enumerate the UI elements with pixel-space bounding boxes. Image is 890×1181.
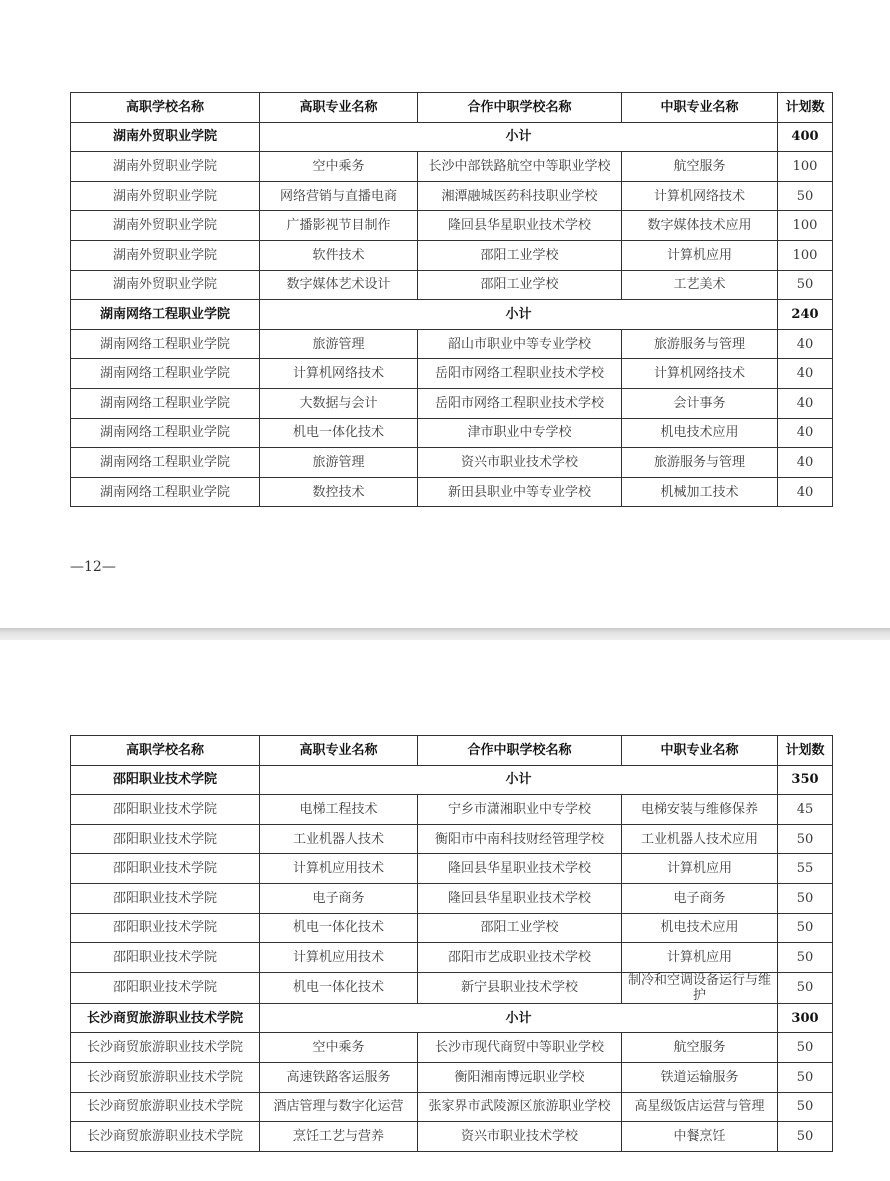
cell-secondary-major: 计算机应用 <box>622 240 778 270</box>
table-row <box>71 388 833 418</box>
subtotal-school-name: 湖南网络工程职业学院 <box>71 300 260 330</box>
header-partner-secondary-school: 合作中职学校名称 <box>418 93 622 123</box>
cell-secondary-major: 会计事务 <box>622 388 778 418</box>
cell-plan-count: 40 <box>778 477 833 507</box>
cell-plan-count: 50 <box>778 270 833 300</box>
cell-college: 长沙商贸旅游职业技术学院 <box>71 1092 260 1122</box>
cell-secondary-major: 机电技术应用 <box>622 913 778 943</box>
table-row <box>71 477 833 507</box>
header-college-major: 高职专业名称 <box>260 736 418 766</box>
table-row <box>71 943 833 973</box>
cell-plan-count: 50 <box>778 1122 833 1152</box>
cell-plan-count: 45 <box>778 795 833 825</box>
table-row <box>71 448 833 478</box>
cell-partner-school: 岳阳市网络工程职业技术学校 <box>418 388 622 418</box>
table-row <box>71 329 833 359</box>
table-row <box>71 211 833 241</box>
enrollment-plan-table <box>70 735 833 1152</box>
cell-college: 湖南外贸职业学院 <box>71 270 260 300</box>
cell-college: 湖南网络工程职业学院 <box>71 448 260 478</box>
cell-college-major: 电梯工程技术 <box>260 795 418 825</box>
cell-college: 邵阳职业技术学院 <box>71 854 260 884</box>
cell-plan-count: 50 <box>778 943 833 973</box>
cell-plan-count: 50 <box>778 1092 833 1122</box>
cell-college: 邵阳职业技术学院 <box>71 913 260 943</box>
cell-partner-school: 岳阳市网络工程职业技术学校 <box>418 359 622 389</box>
cell-plan-count: 50 <box>778 181 833 211</box>
subtotal-label: 小计 <box>260 300 778 330</box>
cell-partner-school: 韶山市职业中等专业学校 <box>418 329 622 359</box>
page-separator <box>0 628 890 640</box>
table-row <box>71 418 833 448</box>
table-body <box>71 765 833 1151</box>
cell-secondary-major: 中餐烹饪 <box>622 1122 778 1152</box>
cell-plan-count: 50 <box>778 824 833 854</box>
cell-secondary-major: 旅游服务与管理 <box>622 448 778 478</box>
subtotal-total: 350 <box>778 765 833 795</box>
cell-secondary-major: 航空服务 <box>622 1033 778 1063</box>
cell-secondary-major: 计算机网络技术 <box>622 359 778 389</box>
subtotal-label: 小计 <box>260 1003 778 1033</box>
cell-college: 湖南外贸职业学院 <box>71 181 260 211</box>
cell-college-major: 数控技术 <box>260 477 418 507</box>
cell-partner-school: 衡阳湘南博远职业学校 <box>418 1062 622 1092</box>
cell-plan-count: 100 <box>778 240 833 270</box>
cell-secondary-major: 机械加工技术 <box>622 477 778 507</box>
table-row <box>71 824 833 854</box>
cell-college: 邵阳职业技术学院 <box>71 883 260 913</box>
cell-plan-count: 40 <box>778 329 833 359</box>
table-row <box>71 240 833 270</box>
cell-college-major: 烹饪工艺与营养 <box>260 1122 418 1152</box>
cell-partner-school: 新田县职业中等专业学校 <box>418 477 622 507</box>
cell-plan-count: 50 <box>778 1033 833 1063</box>
header-partner-secondary-school: 合作中职学校名称 <box>418 736 622 766</box>
cell-partner-school: 邵阳工业学校 <box>418 240 622 270</box>
table-header-row <box>71 736 833 766</box>
cell-secondary-major: 旅游服务与管理 <box>622 329 778 359</box>
table-header-row <box>71 93 833 123</box>
cell-partner-school: 衡阳市中南科技财经管理学校 <box>418 824 622 854</box>
cell-plan-count: 50 <box>778 883 833 913</box>
cell-college-major: 旅游管理 <box>260 329 418 359</box>
table-row <box>71 359 833 389</box>
table-row <box>71 972 833 1003</box>
subtotal-row <box>71 122 833 152</box>
cell-secondary-major: 制冷和空调设备运行与维护 <box>622 972 778 1003</box>
cell-college: 湖南网络工程职业学院 <box>71 388 260 418</box>
cell-college-major: 工业机器人技术 <box>260 824 418 854</box>
cell-partner-school: 邵阳工业学校 <box>418 913 622 943</box>
cell-secondary-major: 计算机应用 <box>622 854 778 884</box>
cell-secondary-major: 电子商务 <box>622 883 778 913</box>
subtotal-total: 400 <box>778 122 833 152</box>
cell-secondary-major: 铁道运输服务 <box>622 1062 778 1092</box>
header-vocational-college: 高职学校名称 <box>71 93 260 123</box>
cell-college-major: 机电一体化技术 <box>260 972 418 1003</box>
cell-college-major: 大数据与会计 <box>260 388 418 418</box>
cell-secondary-major: 航空服务 <box>622 152 778 182</box>
cell-partner-school: 邵阳市艺成职业技术学校 <box>418 943 622 973</box>
subtotal-school-name: 长沙商贸旅游职业技术学院 <box>71 1003 260 1033</box>
cell-college: 邵阳职业技术学院 <box>71 972 260 1003</box>
header-college-major: 高职专业名称 <box>260 93 418 123</box>
cell-college-major: 数字媒体艺术设计 <box>260 270 418 300</box>
subtotal-row <box>71 300 833 330</box>
cell-secondary-major: 高星级饭店运营与管理 <box>622 1092 778 1122</box>
cell-college-major: 计算机网络技术 <box>260 359 418 389</box>
cell-plan-count: 100 <box>778 152 833 182</box>
subtotal-label: 小计 <box>260 122 778 152</box>
cell-college: 长沙商贸旅游职业技术学院 <box>71 1033 260 1063</box>
cell-partner-school: 长沙中部铁路航空中等职业学校 <box>418 152 622 182</box>
cell-partner-school: 资兴市职业技术学校 <box>418 448 622 478</box>
header-secondary-major: 中职专业名称 <box>622 93 778 123</box>
header-secondary-major: 中职专业名称 <box>622 736 778 766</box>
table-row <box>71 883 833 913</box>
cell-college: 长沙商贸旅游职业技术学院 <box>71 1062 260 1092</box>
cell-college-major: 机电一体化技术 <box>260 913 418 943</box>
cell-plan-count: 55 <box>778 854 833 884</box>
subtotal-total: 300 <box>778 1003 833 1033</box>
page-number: —12— <box>70 559 116 575</box>
subtotal-school-name: 邵阳职业技术学院 <box>71 765 260 795</box>
cell-partner-school: 湘潭融城医药科技职业学校 <box>418 181 622 211</box>
subtotal-row <box>71 1003 833 1033</box>
table-row <box>71 1062 833 1092</box>
subtotal-label: 小计 <box>260 765 778 795</box>
cell-college: 湖南网络工程职业学院 <box>71 329 260 359</box>
table-row <box>71 152 833 182</box>
cell-secondary-major: 数字媒体技术应用 <box>622 211 778 241</box>
subtotal-total: 240 <box>778 300 833 330</box>
cell-secondary-major: 工业机器人技术应用 <box>622 824 778 854</box>
cell-college-major: 空中乘务 <box>260 152 418 182</box>
subtotal-row <box>71 765 833 795</box>
table-row <box>71 1092 833 1122</box>
cell-college-major: 机电一体化技术 <box>260 418 418 448</box>
cell-plan-count: 50 <box>778 1062 833 1092</box>
cell-college-major: 酒店管理与数字化运营 <box>260 1092 418 1122</box>
cell-partner-school: 新宁县职业技术学校 <box>418 972 622 1003</box>
cell-partner-school: 隆回县华星职业技术学校 <box>418 854 622 884</box>
cell-plan-count: 40 <box>778 388 833 418</box>
cell-college: 湖南网络工程职业学院 <box>71 359 260 389</box>
table-body <box>71 122 833 507</box>
cell-secondary-major: 机电技术应用 <box>622 418 778 448</box>
cell-college-major: 空中乘务 <box>260 1033 418 1063</box>
cell-college: 湖南外贸职业学院 <box>71 211 260 241</box>
header-vocational-college: 高职学校名称 <box>71 736 260 766</box>
cell-college: 邵阳职业技术学院 <box>71 824 260 854</box>
cell-college: 长沙商贸旅游职业技术学院 <box>71 1122 260 1152</box>
cell-plan-count: 50 <box>778 913 833 943</box>
table-row <box>71 795 833 825</box>
cell-college-major: 高速铁路客运服务 <box>260 1062 418 1092</box>
cell-college: 湖南外贸职业学院 <box>71 152 260 182</box>
subtotal-school-name: 湖南外贸职业学院 <box>71 122 260 152</box>
cell-secondary-major: 工艺美术 <box>622 270 778 300</box>
table-row <box>71 854 833 884</box>
table-row <box>71 1122 833 1152</box>
cell-college-major: 广播影视节目制作 <box>260 211 418 241</box>
cell-plan-count: 50 <box>778 972 833 1003</box>
cell-college: 邵阳职业技术学院 <box>71 943 260 973</box>
cell-partner-school: 长沙市现代商贸中等职业学校 <box>418 1033 622 1063</box>
cell-college-major: 网络营销与直播电商 <box>260 181 418 211</box>
enrollment-plan-table <box>70 92 833 507</box>
cell-partner-school: 隆回县华星职业技术学校 <box>418 211 622 241</box>
cell-college-major: 计算机应用技术 <box>260 854 418 884</box>
document-page-13 <box>0 640 890 1181</box>
table-row <box>71 181 833 211</box>
cell-college: 湖南外贸职业学院 <box>71 240 260 270</box>
header-plan-count: 计划数 <box>778 736 833 766</box>
cell-secondary-major: 计算机网络技术 <box>622 181 778 211</box>
cell-plan-count: 100 <box>778 211 833 241</box>
cell-college-major: 软件技术 <box>260 240 418 270</box>
header-plan-count: 计划数 <box>778 93 833 123</box>
table-row <box>71 913 833 943</box>
cell-college-major: 旅游管理 <box>260 448 418 478</box>
cell-secondary-major: 电梯安装与维修保养 <box>622 795 778 825</box>
cell-college-major: 计算机应用技术 <box>260 943 418 973</box>
cell-partner-school: 邵阳工业学校 <box>418 270 622 300</box>
table-row <box>71 270 833 300</box>
cell-partner-school: 隆回县华星职业技术学校 <box>418 883 622 913</box>
cell-partner-school: 资兴市职业技术学校 <box>418 1122 622 1152</box>
cell-partner-school: 津市职业中专学校 <box>418 418 622 448</box>
cell-plan-count: 40 <box>778 359 833 389</box>
cell-college: 湖南网络工程职业学院 <box>71 477 260 507</box>
cell-plan-count: 40 <box>778 418 833 448</box>
cell-partner-school: 张家界市武陵源区旅游职业学校 <box>418 1092 622 1122</box>
cell-plan-count: 40 <box>778 448 833 478</box>
cell-college: 湖南网络工程职业学院 <box>71 418 260 448</box>
table-row <box>71 1033 833 1063</box>
cell-college: 邵阳职业技术学院 <box>71 795 260 825</box>
cell-college-major: 电子商务 <box>260 883 418 913</box>
cell-secondary-major: 计算机应用 <box>622 943 778 973</box>
cell-partner-school: 宁乡市潇湘职业中专学校 <box>418 795 622 825</box>
